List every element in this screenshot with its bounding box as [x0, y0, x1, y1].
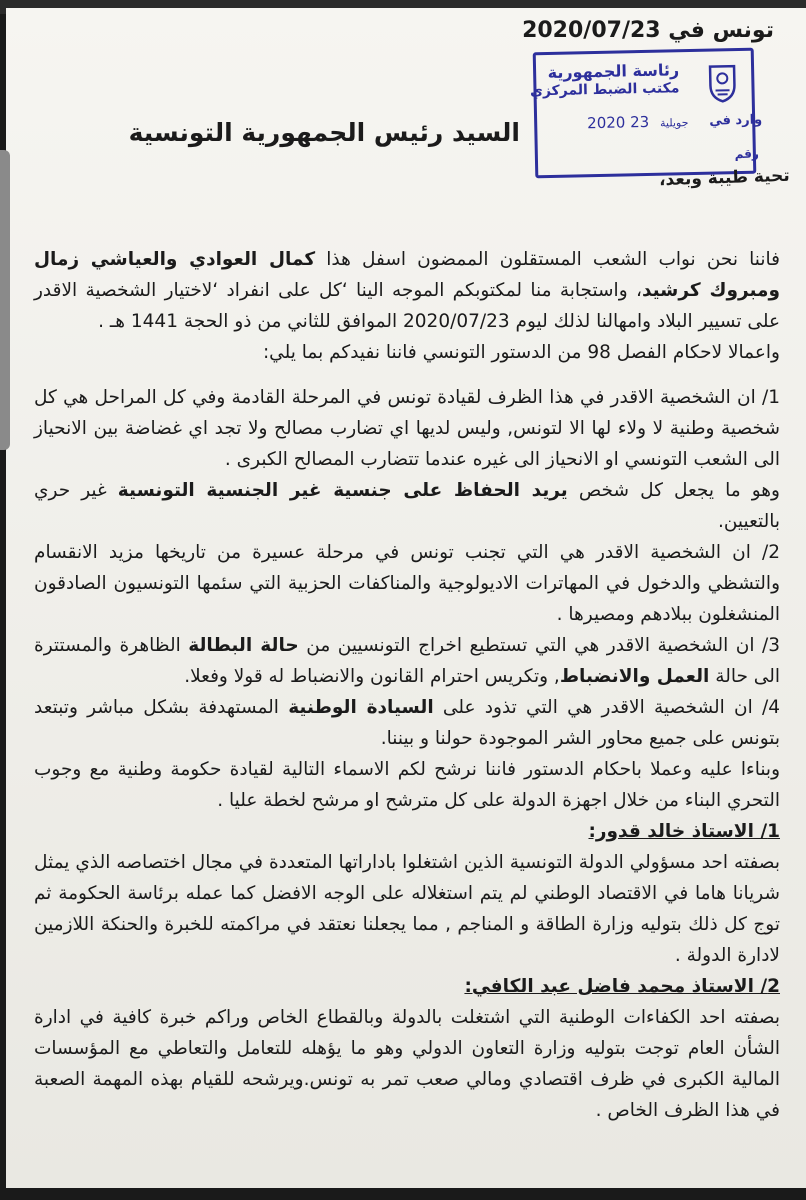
point-2: 2/ ان الشخصية الاقدر هي التي تجنب تونس في مرحلة عسيرة من تاريخها مزيد الانقسام والتشظي والدخول في المهاترات الاديولوجية والمناكفات الحزبية التي سئمها التونسيون الصادقون المنشغلون ببلادهم ومصيرها . — [34, 542, 780, 625]
candidate-2-heading: 2/ الاستاذ محمد فاضل عبد الكافي: — [464, 976, 780, 997]
point-1b-text-b: غير حري بالتعيين. — [34, 480, 780, 532]
point-1: 1/ ان الشخصية الاقدر في هذا الظرف لقيادة تونس في المرحلة القادمة وفي كل المراحل هي كل شخصية وطنية لا ولاء لها الا لتونس, وليس لديها اي تضارب مصالح ولا تجد اي غضاضة بين الانحياز الى الشعب التونسي او الانحياز الى غيره عندما تتضارب المصالح الكبرى . — [34, 387, 780, 470]
point-1b-bold: يريد الحفاظ على جنسية غير الجنسية التونسية — [117, 480, 568, 501]
point-1-followup — [34, 475, 780, 537]
letter-content — [6, 8, 806, 1188]
intro-text-b: ، واستجابة منا لمكتوبكم الموجه الينا ‘كل على انفراد ‘لاختيار الشخصية الاقدر على تسيير البلاد وامهالنا لذلك ليوم 2020/07/23 الموافق للثاني من ذو الحجة 1441 هـ . — [34, 280, 780, 332]
point-3-text-c: , وتكريس احترام القانون والانضباط له قولا وفعلا. — [184, 666, 560, 687]
candidate-1-heading: 1/ الاستاذ خالد قدور: — [588, 821, 780, 842]
stamp-incoming-label: وارد في — [709, 112, 763, 129]
letter-page — [6, 8, 806, 1188]
point-3 — [34, 630, 780, 692]
point-4-text-b: المستهدفة بشكل مباشر وتبتعد بتونس على جميع محاور الشر الموجودة حولنا و بيننا. — [34, 697, 780, 749]
intro-paragraph-2: واعمالا لاحكام الفصل 98 من الدستور التونسي فاننا نفيدكم بما يلي: — [262, 342, 780, 363]
addressee-title: السيد رئيس الجمهورية التونسية — [128, 118, 520, 147]
greeting: تحية طيبة وبعد، — [658, 165, 791, 191]
stamp-number-label: رقم — [734, 146, 760, 162]
signatory-names: كمال العوادي والعياشي زمال ومبروك كرشيد — [34, 249, 780, 301]
candidate-2-text: بصفته احد الكفاءات الوطنية التي اشتغلت بالدولة وبالقطاع الخاص وراكم خبرة كافية في ادارة الشأن العام توجت بتوليه وزارة التعاون الدولي وهو ما يؤهله للتعامل والتعاطي مع المؤسسات المالية الكبرى في ظرف اقتصادي ومالي صعب تمر به تونس.ويرشحه للقيام بهذه المهمة الصعبة في هذا الظرف الخاص . — [34, 1007, 780, 1121]
dateline: تونس في 2020/07/23 — [522, 18, 774, 43]
nomination-paragraph: وبناءا عليه وعملا باحكام الدستور فاننا نرشح لكم الاسماء التالية لقيادة حكومة وطنية مع وجوب التحري البناء من خلال اجهزة الدولة على كل مترشح او مرشح لخطة عليا . — [34, 759, 780, 811]
stamp-org-line1: رئاسة الجمهورية — [547, 60, 680, 83]
point-3-text-a: 3/ ان الشخصية الاقدر هي التي تستطيع اخراج التونسيين من — [298, 635, 781, 656]
reception-stamp — [529, 48, 763, 179]
point-1b-text-a: وهو ما يجعل كل شخص — [567, 480, 780, 501]
stamp-org-line2: مكتب الضبط المركزي — [529, 80, 680, 100]
intro-text-a: فاننا نحن نواب الشعب المستقلون الممضون اسفل هذا — [315, 249, 780, 270]
scroll-notch — [0, 150, 10, 450]
point-4 — [34, 692, 780, 754]
point-4-bold: السيادة الوطنية — [288, 697, 434, 718]
intro-paragraph — [34, 244, 780, 337]
stamp-month: جويلية — [659, 116, 689, 130]
letter-body — [34, 244, 780, 1126]
stamp-year: 2020 — [587, 113, 626, 133]
point-3-text-b: الظاهرة والمستترة الى حالة — [34, 635, 780, 687]
republic-emblem-icon — [707, 63, 738, 104]
point-4-text-a: 4/ ان الشخصية الاقدر هي التي تذود على — [433, 697, 780, 718]
candidate-1-text: بصفته احد مسؤولي الدولة التونسية الذين اشتغلوا باداراتها المتعددة في مجال اختصاصه الذي يمثل شريانا هاما في الاقتصاد الوطني لم يتم استغلاله على الوجه الافضل كما عمله برئاسة الحكومة ثم توج كل ذلك بتوليه وزارة الطاقة و المناجم , مما يجعلنا نعتقد في مراكمته للخبرة والحنكة اللازمين لادارة الدولة . — [34, 852, 780, 966]
point-3-bold-1: حالة البطالة — [188, 635, 299, 656]
stamp-date — [587, 112, 695, 132]
stamp-day: 23 — [629, 112, 650, 132]
point-3-bold-2: العمل والانضباط — [559, 666, 710, 687]
